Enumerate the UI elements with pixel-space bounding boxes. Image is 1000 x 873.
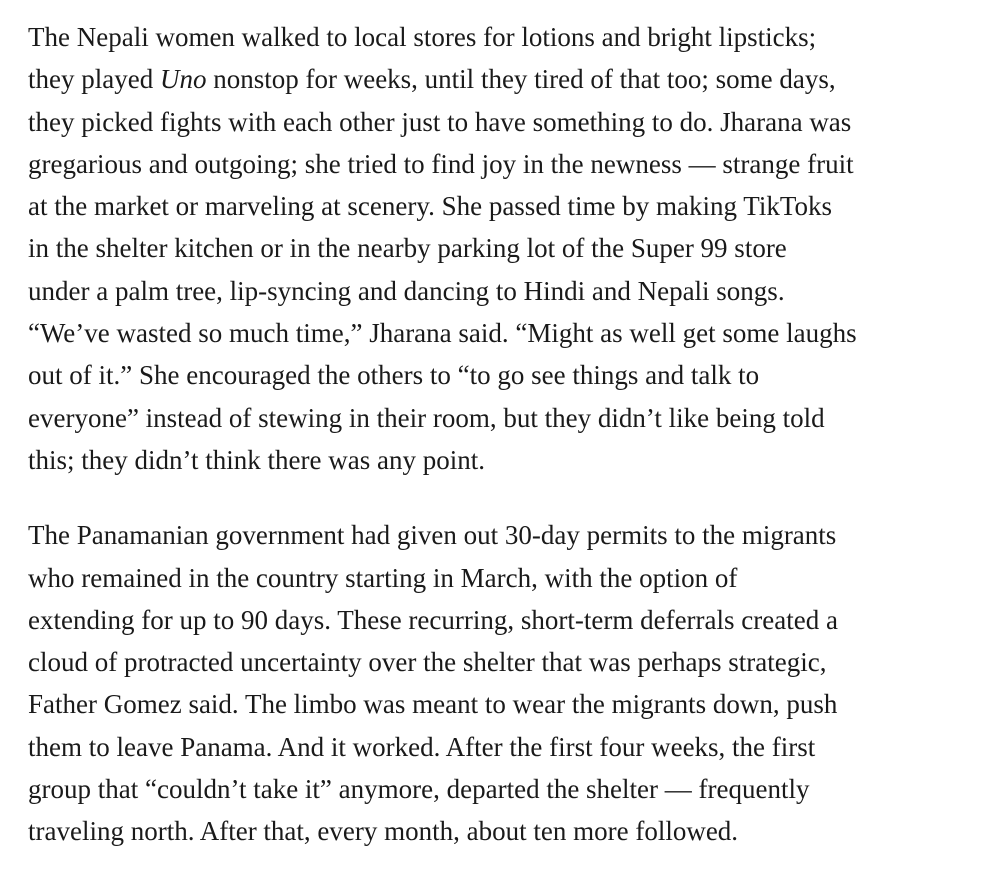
text-line: gregarious and outgoing; she tried to find joy in the newness — strange fruit (28, 148, 854, 179)
text-line: The Nepali women walked to local stores for lotions and bright lipsticks; (28, 22, 817, 52)
text-line: everyone” instead of stewing in their room, but they didn’t like being told (28, 402, 825, 433)
paragraph-1 (28, 16, 988, 481)
text-line: them to leave Panama. And it worked. After the first four weeks, the first (28, 731, 816, 762)
text-line: traveling north. After that, every month, about ten more followed. (28, 816, 739, 847)
text-line: Father Gomez said. The limbo was meant to wear the migrants down, push (28, 689, 838, 720)
game-title-uno: Uno (159, 64, 207, 95)
text-line: “We’ve wasted so much time,” Jharana said. “Might as well get some laughs (28, 318, 857, 349)
text-line: out of it.” She encouraged the others to “to go see things and talk to (28, 360, 760, 391)
text-line: who remained in the country starting in March, with the option of (28, 562, 738, 593)
text-line (28, 58, 988, 100)
text-line: at the market or marveling at scenery. She passed time by making TikToks (28, 191, 832, 222)
text-line: group that “couldn’t take it” anymore, departed the shelter — frequently (28, 774, 810, 805)
text-line: this; they didn’t think there was any point. (28, 444, 485, 475)
text-line: under a palm tree, lip-syncing and dancing to Hindi and Nepali songs. (28, 275, 785, 306)
paragraph-2 (28, 514, 988, 852)
text-run: they played (28, 64, 160, 95)
text-line: cloud of protracted uncertainty over the shelter that was perhaps strategic, (28, 647, 827, 678)
text-line: The Panamanian government had given out 30-day permits to the migrants (28, 520, 837, 551)
text-line: in the shelter kitchen or in the nearby parking lot of the Super 99 store (28, 233, 787, 264)
article-body (28, 16, 988, 853)
text-line: extending for up to 90 days. These recurring, short-term deferrals created a (28, 604, 838, 635)
text-run: nonstop for weeks, until they tired of that too; some days, (206, 64, 836, 95)
text-line: they picked fights with each other just to have something to do. Jharana was (28, 106, 852, 137)
